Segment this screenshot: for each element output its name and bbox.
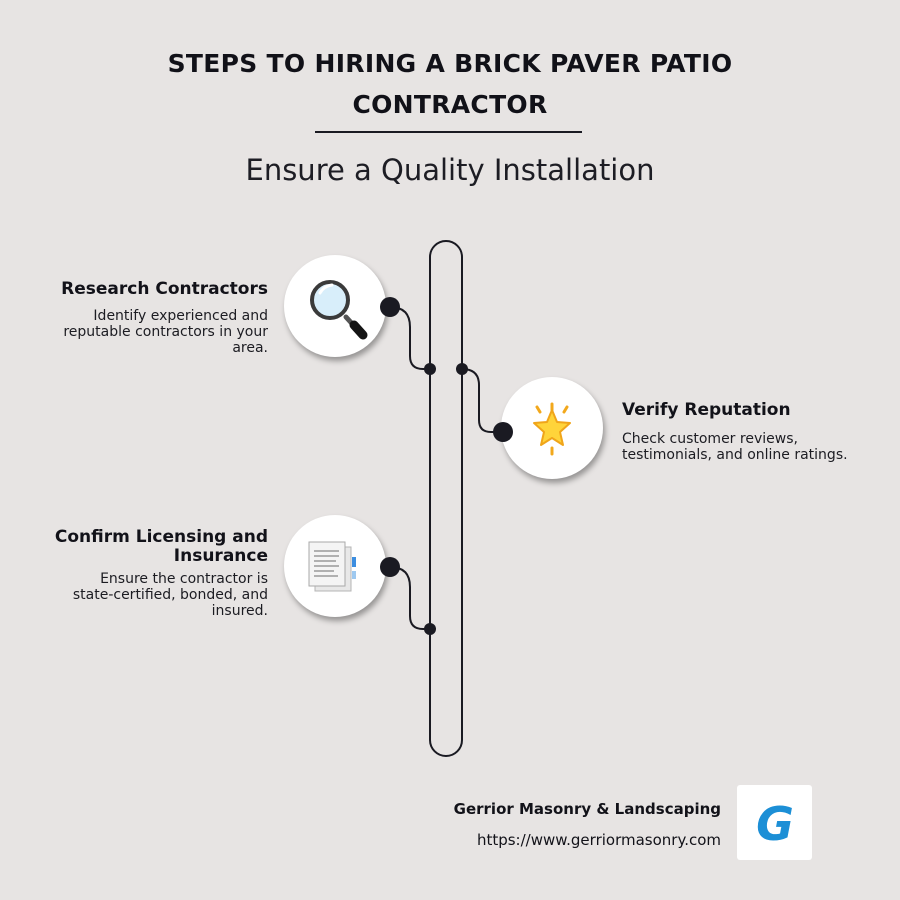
licensing-icon-circle (284, 515, 386, 617)
node-research-end (424, 363, 436, 375)
step-title-research: Research Contractors (61, 279, 268, 299)
company-logo (737, 785, 812, 860)
company-name: Gerrior Masonry & Landscaping (453, 800, 721, 818)
logo-g-icon (737, 785, 812, 860)
glowing-star-icon (501, 377, 603, 479)
logo-letter: G (756, 797, 794, 851)
magnifying-glass-icon (284, 255, 386, 357)
documents-icon (284, 515, 386, 617)
page-subtitle: Ensure a Quality Installation (245, 153, 655, 187)
step-desc-reputation: Check customer reviews, testimonials, and online ratings. (622, 431, 848, 463)
company-url[interactable]: https://www.gerriormasonry.com (476, 831, 721, 849)
page-title: STEPS TO HIRING A BRICK PAVER PATIO CONTRACTOR (167, 49, 733, 119)
step-desc-licensing: Ensure the contractor is state-certified, bonded, and insured. (72, 571, 268, 619)
timeline-track (430, 241, 462, 756)
node-reputation-start (456, 363, 468, 375)
step-title-reputation: Verify Reputation (622, 400, 791, 420)
connector-licensing (390, 567, 430, 629)
connector-research (390, 307, 430, 369)
reputation-icon-circle (501, 377, 603, 479)
connector-reputation (462, 369, 503, 432)
research-icon-circle (284, 255, 386, 357)
node-licensing-end (424, 623, 436, 635)
step-title-licensing: Confirm Licensing and Insurance (54, 527, 268, 566)
step-desc-research: Identify experienced and reputable contractors in your area. (63, 308, 268, 356)
